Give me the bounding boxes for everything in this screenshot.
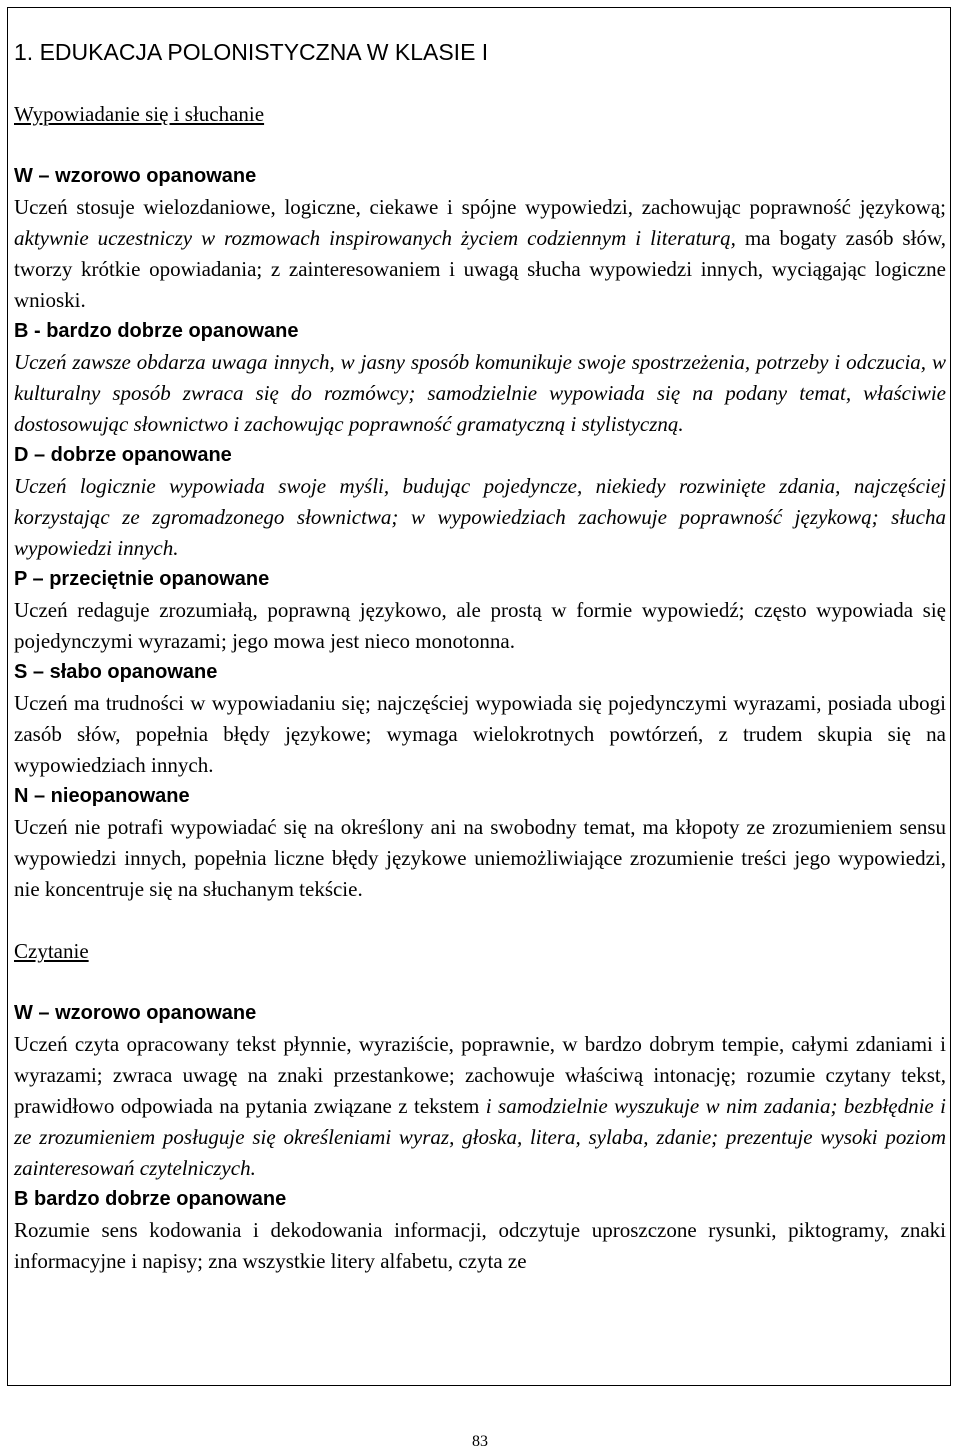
grade-block-w-reading	[14, 998, 946, 1184]
grade-label: D – dobrze opanowane	[14, 444, 232, 466]
grade-description	[14, 192, 946, 316]
grade-block-d-speaking	[14, 440, 946, 564]
page-number: 83	[472, 1433, 488, 1450]
grade-description: Rozumie sens kodowania i dekodowania informacji, odczytuje uproszczone rysunki, piktogramy, znaki informacyjne i napisy; zna wszystkie litery alfabetu, czyta ze	[14, 1218, 946, 1273]
page-title: 1. EDUKACJA POLONISTYCZNA W KLASIE I	[14, 39, 489, 65]
grade-label: W – wzorowo opanowane	[14, 1002, 257, 1024]
grade-description: Uczeń zawsze obdarza uwaga innych, w jasny sposób komunikuje swoje spostrzeżenia, potrzeby i odczucia, w kulturalny sposób zwraca się do rozmówcy; samodzielnie wypowiada się na podany temat, właściwie dostosowując słownictwo i zachowując poprawność gramatyczną i stylistyczną.	[14, 350, 946, 436]
grade-description: Uczeń logicznie wypowiada swoje myśli, budując pojedyncze, niekiedy rozwinięte zdania, najczęściej korzystając ze zgromadzonego słownictwa; w wypowiedziach zachowuje poprawność językową; słucha wypowiedzi innych.	[14, 474, 946, 560]
grade-text-part: Uczeń stosuje wielozdaniowe, logiczne, ciekawe i spójne wypowiedzi, zachowując poprawność językową;	[14, 195, 946, 219]
grade-block-n-speaking	[14, 781, 946, 905]
grade-text-part: ma bogaty zasób słów, tworzy krótkie opowiadania; z zainteresowaniem i uwagą słucha wypowiedzi innych, wyciągając logiczne wnioski.	[14, 226, 946, 312]
grade-block-p-speaking	[14, 564, 946, 657]
grade-label: W – wzorowo opanowane	[14, 165, 257, 187]
grade-description: Uczeń nie potrafi wypowiadać się na określony ani na swobodny temat, ma kłopoty ze zrozumieniem sensu wypowiedzi innych, popełnia liczne błędy językowe uniemożliwiające zrozumienie treści jego wypowiedzi, nie koncentruje się na słuchanym tekście.	[14, 815, 946, 901]
grade-label: P – przeciętnie opanowane	[14, 568, 270, 590]
grade-label: B bardzo dobrze opanowane	[14, 1188, 287, 1210]
grade-label: N – nieopanowane	[14, 785, 190, 807]
section-heading-speaking: Wypowiadanie się i słuchanie	[14, 102, 265, 126]
grade-text-part: Uczeń czyta opracowany tekst płynnie, wyraziście, poprawnie, w bardzo dobrym tempie, całymi zdaniami i wyrazami; zwraca uwagę na znaki przestankowe; zachowuje właściwą intonację; rozumie czytany tekst, prawidłowo odpowiada na pytania związane z tekstem	[14, 1032, 946, 1118]
grade-block-b-reading	[14, 1184, 946, 1277]
grade-label: S – słabo opanowane	[14, 661, 218, 683]
section-heading-reading: Czytanie	[14, 939, 89, 963]
grade-block-w-speaking	[14, 161, 946, 316]
grade-block-s-speaking	[14, 657, 946, 781]
document-body	[14, 8, 946, 1277]
grade-text-italic: aktywnie uczestniczy w rozmowach inspirowanych życiem codziennym i literaturą,	[14, 226, 736, 250]
grade-description: Uczeń ma trudności w wypowiadaniu się; najczęściej wypowiada się pojedynczymi wyrazami, posiada ubogi zasób słów, popełnia błędy językowe; wymaga wielokrotnych powtórzeń, z trudem skupia się na wypowiedziach innych.	[14, 691, 946, 777]
page-frame	[7, 7, 951, 1386]
grade-block-b-speaking	[14, 316, 946, 440]
grade-description	[14, 1029, 946, 1184]
grade-text-italic: i samodzielnie wyszukuje w nim zadania; bezbłędnie i ze zrozumieniem posługuje się określeniami wyraz, głoska, litera, sylaba, zdanie; prezentuje wysoki poziom zainteresowań czytelniczych.	[14, 1094, 946, 1180]
grade-description: Uczeń redaguje zrozumiałą, poprawną językowo, ale prostą w formie wypowiedź; często wypowiada się pojedynczymi wyrazami; jego mowa jest nieco monotonna.	[14, 598, 946, 653]
grade-label: B - bardzo dobrze opanowane	[14, 320, 299, 342]
